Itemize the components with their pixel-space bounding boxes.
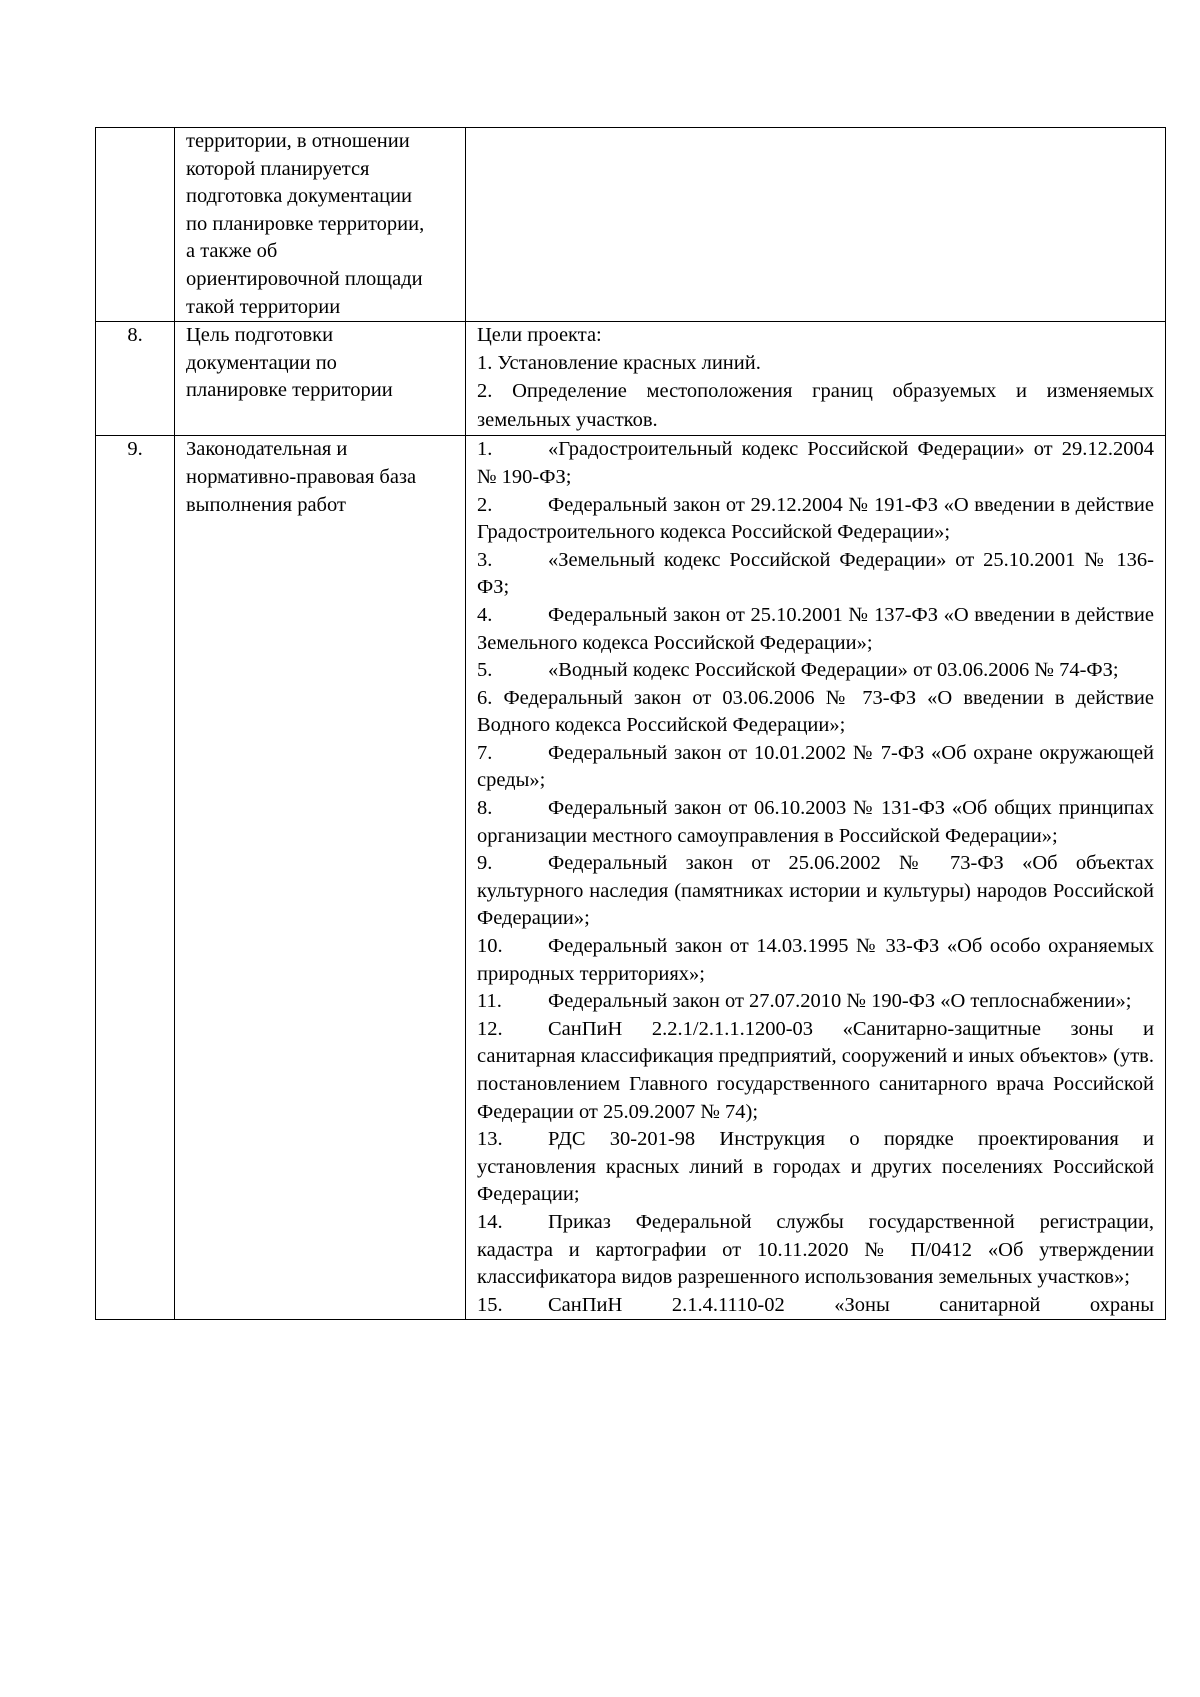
goal-item: 2. Определение местоположения границ образуемых и изменяемых земельных участков. bbox=[477, 380, 1154, 432]
list-item bbox=[477, 740, 1154, 795]
row-name-cell bbox=[175, 436, 466, 1320]
item-number: 14. bbox=[477, 1210, 503, 1233]
item-text: Федеральный закон от 25.06.2002 № 73-ФЗ «Об объектах культурного наследия (памятниках истории и культуры) народов Российской Федерации»; bbox=[477, 852, 1154, 930]
list-item bbox=[477, 1209, 1154, 1292]
item-number: 10. bbox=[477, 935, 503, 958]
table-row bbox=[96, 128, 1166, 322]
row-name-line: документации по bbox=[186, 351, 337, 374]
row-number: 9. bbox=[127, 438, 143, 461]
item-text: «Водный кодекс Российской Федерации» от 03.06.2006 № 74-ФЗ; bbox=[548, 659, 1119, 682]
row-content-cell bbox=[466, 322, 1166, 436]
legal-basis-list bbox=[466, 436, 1166, 1320]
item-number: 13. bbox=[477, 1128, 503, 1151]
item-text: Приказ Федеральной службы государственной регистрации, кадастра и картографии от 10.11.2020 № П/0412 «Об утверждении классификатора видов разрешенного использования земельных участков»; bbox=[477, 1210, 1154, 1289]
row-name-line: выполнения работ bbox=[186, 493, 346, 516]
row-name-line: ориентировочной площади bbox=[186, 267, 423, 290]
item-text: РДС 30-201-98 Инструкция о порядке проектирования и установления красных линий в городах и других поселениях Российской Федерации; bbox=[477, 1128, 1154, 1206]
item-text: Федеральный закон от 29.12.2004 № 191-ФЗ «О введении в действие Градостроительного кодекса Российской Федерации»; bbox=[477, 493, 1154, 544]
goal-item: 1. Установление красных линий. bbox=[477, 351, 761, 374]
row-content-cell bbox=[466, 128, 1166, 322]
item-text: Федеральный закон от 06.10.2003 № 131-ФЗ «Об общих принципах организации местного самоуправления в Российской Федерации»; bbox=[477, 797, 1154, 847]
list-item bbox=[477, 602, 1154, 657]
list-item bbox=[477, 657, 1154, 685]
row-name-line: нормативно-правовая база bbox=[186, 465, 417, 488]
item-number: 5. bbox=[477, 659, 493, 682]
row-name-line: планировке территории bbox=[186, 379, 393, 402]
row-name-cell bbox=[175, 128, 466, 322]
row-number-cell bbox=[96, 322, 175, 436]
list-item bbox=[477, 1292, 1154, 1320]
terms-table bbox=[95, 127, 1166, 1320]
row-name-cell bbox=[175, 322, 466, 436]
row-name-line: Цель подготовки bbox=[186, 324, 334, 347]
goals-title: Цели проекта: bbox=[477, 324, 602, 347]
row-name-line: по планировке территории, bbox=[186, 212, 425, 235]
item-number: 12. bbox=[477, 1017, 503, 1040]
item-number: 2. bbox=[477, 493, 493, 516]
item-number: 7. bbox=[477, 741, 493, 764]
row-name-line: такой территории bbox=[186, 295, 341, 318]
list-item bbox=[477, 988, 1154, 1016]
list-item bbox=[477, 685, 1154, 740]
item-number: 3. bbox=[477, 548, 493, 571]
list-item bbox=[477, 436, 1154, 491]
row-name-line: а также об bbox=[186, 240, 278, 263]
row-name-line: которой планируется bbox=[186, 157, 370, 180]
row-number: 8. bbox=[127, 324, 143, 347]
item-number: 4. bbox=[477, 603, 493, 626]
list-item bbox=[477, 547, 1154, 602]
row-number-cell bbox=[96, 436, 175, 1320]
list-item bbox=[477, 1126, 1154, 1209]
list-item bbox=[477, 933, 1154, 988]
item-text: СанПиН 2.2.1/2.1.1.1200-03 «Санитарно-защитные зоны и санитарная классификация предприятий, сооружений и иных объектов» (утв. постановлением Главного государственного санитарного врача Российской Федерации от 25.09.2007 № 74); bbox=[477, 1017, 1154, 1123]
list-item bbox=[477, 492, 1154, 547]
table-row bbox=[96, 322, 1166, 436]
item-text: СанПиН 2.1.4.1110-02 «Зоны санитарной охраны bbox=[548, 1293, 1154, 1316]
item-number: 11. bbox=[477, 990, 502, 1013]
item-text: Федеральный закон от 25.10.2001 № 137-ФЗ «О введении в действие Земельного кодекса Российской Федерации»; bbox=[477, 603, 1154, 654]
table-row bbox=[96, 436, 1166, 1320]
row-name-line: Законодательная и bbox=[186, 438, 348, 461]
row-name-line: подготовка документации bbox=[186, 185, 413, 208]
item-text: 6. Федеральный закон от 03.06.2006 № 73-ФЗ «О введении в действие Водного кодекса Российской Федерации»; bbox=[477, 686, 1154, 737]
row-name-line: территории, в отношении bbox=[186, 130, 410, 152]
list-item bbox=[477, 795, 1154, 850]
list-item bbox=[477, 1016, 1154, 1126]
list-item bbox=[477, 850, 1154, 933]
row-number-cell bbox=[96, 128, 175, 322]
item-text: «Градостроительный кодекс Российской Федерации» от 29.12.2004 № 190-ФЗ; bbox=[477, 438, 1154, 488]
item-number: 8. bbox=[477, 797, 493, 820]
item-text: Федеральный закон от 27.07.2010 № 190-ФЗ «О теплоснабжении»; bbox=[548, 990, 1132, 1013]
item-text: Федеральный закон от 10.01.2002 № 7-ФЗ «Об охране окружающей среды»; bbox=[477, 741, 1154, 792]
item-number: 9. bbox=[477, 852, 493, 875]
item-number: 1. bbox=[477, 438, 493, 461]
item-number: 15. bbox=[477, 1293, 503, 1316]
item-text: «Земельный кодекс Российской Федерации» от 25.10.2001 № 136-ФЗ; bbox=[477, 548, 1154, 599]
item-text: Федеральный закон от 14.03.1995 № 33-ФЗ «Об особо охраняемых природных территориях»; bbox=[477, 935, 1154, 985]
